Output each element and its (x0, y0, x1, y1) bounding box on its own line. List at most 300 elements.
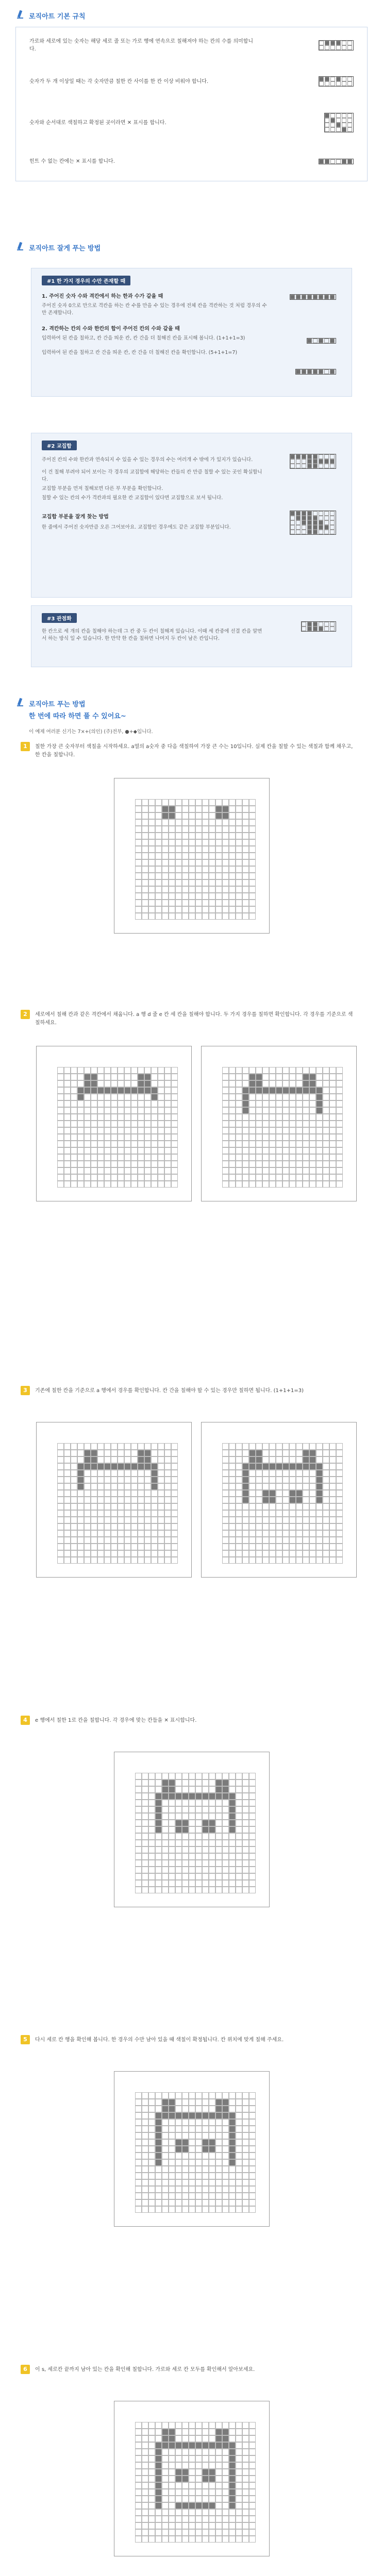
puzzle-cell (162, 1860, 169, 1867)
puzzle-cell (316, 1450, 323, 1456)
puzzle-cell (303, 1510, 309, 1517)
puzzle-cell (222, 2496, 229, 2502)
puzzle-cell (175, 2173, 182, 2179)
puzzle-cell (169, 2153, 175, 2159)
puzzle-cell (124, 1127, 131, 1134)
puzzle-cell (249, 1107, 256, 1114)
puzzle-cell (155, 2482, 162, 2489)
puzzle-cell (77, 1141, 84, 1147)
puzzle-cell (236, 2422, 242, 2429)
puzzle-cell (77, 1154, 84, 1161)
puzzle-cell (236, 1873, 242, 1880)
puzzle-cell (148, 833, 155, 839)
puzzle-cell (282, 1174, 289, 1181)
puzzle-cell (64, 1510, 71, 1517)
puzzle-cell (124, 1114, 131, 1121)
puzzle-cell (97, 1530, 104, 1537)
rule-example-grid (324, 113, 354, 132)
puzzle-cell (303, 1557, 309, 1564)
puzzle-cell (222, 1773, 229, 1780)
puzzle-cell (249, 2173, 256, 2179)
puzzle-cell (158, 1537, 164, 1544)
puzzle-cell (148, 1820, 155, 1826)
puzzle-cell (229, 859, 236, 866)
puzzle-cell (202, 1806, 209, 1813)
puzzle-cell (162, 819, 169, 826)
puzzle-cell (249, 2482, 256, 2489)
puzzle-cell (169, 2166, 175, 2173)
puzzle-cell (282, 1523, 289, 1530)
puzzle-cell (242, 1800, 249, 1806)
step-text: e 행에서 칠한 1로 칸을 칠합니다. 각 경우에 맞는 칸들을 ✕ 표시합니다. (35, 1718, 197, 1723)
tip2-box: #2 교집합 주어진 칸의 수와 한칸과 연속되지 수 있을 수 있는 경우의 수는 여러개 수 밖에 가 있지가 있습니다. 이 건 칠해 부려야 되어 보이는 각 경우의 교집합에 해당하는 칸들의 칸 만큼 칠할 수 있는 곳인 확실합니다. 교집합 부분을 먼저 칠해보면 다른 부 부분을 확인합니다. 칠할 수 있는 칸의 수가 격칸과의 필요한 칸 교집합이 있다면 교집합으로 보셔 됩니다. 교집합 부분을 잘게 찾는 방법 한 줄에서 주어진 숫자만큼 오른 그어보아요. 교집합인 경우에도 같은 교집합 부분입니다. (31, 433, 352, 598)
puzzle-cell (124, 1537, 131, 1544)
puzzle-cell (175, 2462, 182, 2469)
puzzle-cell (222, 2476, 229, 2482)
puzzle-cell (249, 2126, 256, 2132)
puzzle-cell (71, 1100, 77, 1107)
puzzle-cell (242, 1080, 249, 1087)
puzzle-cell (182, 2159, 189, 2166)
puzzle-cell (222, 1161, 229, 1167)
puzzle-cell (242, 1154, 249, 1161)
puzzle-cell (336, 1067, 343, 1074)
puzzle-cell (175, 893, 182, 900)
puzzle-cell (64, 1550, 71, 1557)
puzzle-cell (209, 1813, 215, 1820)
step-number-badge: 2 (21, 1010, 30, 1019)
puzzle-cell (215, 846, 222, 853)
puzzle-cell (175, 2159, 182, 2166)
puzzle-cell (229, 2516, 236, 2522)
puzzle-cell (64, 1161, 71, 1167)
puzzle-cell (242, 1121, 249, 1127)
puzzle-cell (249, 1853, 256, 1860)
puzzle-cell (84, 1550, 91, 1557)
puzzle-cell (296, 1530, 303, 1537)
puzzle-cell (148, 826, 155, 833)
puzzle-cell (111, 1100, 118, 1107)
puzzle-cell (71, 1134, 77, 1141)
puzzle-cell (309, 1530, 316, 1537)
puzzle-cell (249, 859, 256, 866)
puzzle-cell (249, 2502, 256, 2509)
puzzle-cell (135, 2516, 142, 2522)
puzzle-cell (124, 1550, 131, 1557)
puzzle-cell (104, 1074, 111, 1080)
puzzle-cell (151, 1463, 158, 1470)
puzzle-cell (189, 839, 195, 846)
puzzle-cell (144, 1154, 151, 1161)
puzzle-cell (169, 2132, 175, 2139)
puzzle-cell (329, 1443, 336, 1450)
puzzle-cell (71, 1094, 77, 1100)
puzzle-cell (155, 1793, 162, 1800)
puzzle-cell (249, 1530, 256, 1537)
puzzle-cell (155, 2529, 162, 2536)
puzzle-cell (229, 1537, 236, 1544)
puzzle-cell (249, 853, 256, 859)
puzzle-cell (323, 1517, 329, 1523)
puzzle-cell (242, 900, 249, 906)
puzzle-cell (164, 1167, 171, 1174)
puzzle-cell (202, 886, 209, 893)
puzzle-cell (151, 1087, 158, 1094)
puzzle-cell (229, 1833, 236, 1840)
puzzle-cell (182, 906, 189, 913)
puzzle-cell (229, 1067, 236, 1074)
puzzle-cell (202, 1840, 209, 1846)
puzzle-cell (148, 2462, 155, 2469)
puzzle-cell (249, 799, 256, 806)
puzzle-cell (222, 846, 229, 853)
puzzle-cell (309, 1181, 316, 1188)
puzzle-cell (155, 1867, 162, 1873)
puzzle-cell (162, 2159, 169, 2166)
puzzle-cell (195, 2199, 202, 2206)
puzzle-cell (144, 1134, 151, 1141)
puzzle-cell (131, 1550, 138, 1557)
puzzle-cell (162, 833, 169, 839)
puzzle-cell (276, 1147, 282, 1154)
puzzle-cell (144, 1114, 151, 1121)
puzzle-cell (155, 2146, 162, 2153)
puzzle-cell (189, 1846, 195, 1853)
puzzle-cell (323, 1477, 329, 1483)
puzzle-cell (249, 1094, 256, 1100)
puzzle-cell (316, 1510, 323, 1517)
puzzle-cell (236, 906, 242, 913)
puzzle-cell (131, 1510, 138, 1517)
puzzle-cell (162, 846, 169, 853)
puzzle-cell (336, 1154, 343, 1161)
puzzle-cell (236, 1497, 242, 1503)
puzzle-cell (64, 1127, 71, 1134)
puzzle-cell (148, 1853, 155, 1860)
puzzle-cell (262, 1456, 269, 1463)
step-number-badge: 3 (21, 1386, 30, 1395)
puzzle-cell (131, 1074, 138, 1080)
puzzle-cell (236, 1141, 242, 1147)
puzzle-cell (242, 1820, 249, 1826)
rules-title: 로직아트 기본 규칙 (29, 12, 86, 21)
puzzle-cell (229, 2522, 236, 2529)
puzzle-cell (182, 2482, 189, 2489)
puzzle-cell (162, 2476, 169, 2482)
puzzle-cell (162, 1773, 169, 1780)
puzzle-cell (104, 1067, 111, 1074)
puzzle-cell (236, 1100, 242, 1107)
puzzle-cell (135, 1826, 142, 1833)
puzzle-cell (142, 1806, 148, 1813)
puzzle-cell (182, 886, 189, 893)
puzzle-cell (182, 2529, 189, 2536)
puzzle-cell (175, 2429, 182, 2435)
puzzle-cell (303, 1087, 309, 1094)
puzzle-cell (175, 2476, 182, 2482)
puzzle-cell (329, 1450, 336, 1456)
puzzle-cell (222, 1456, 229, 1463)
puzzle-cell (195, 2422, 202, 2429)
puzzle-cell (309, 1100, 316, 1107)
puzzle-cell (148, 2179, 155, 2186)
puzzle-cell (148, 799, 155, 806)
puzzle-cell (118, 1530, 124, 1537)
puzzle-cell (202, 1813, 209, 1820)
puzzle-cell (276, 1141, 282, 1147)
puzzle-cell (118, 1443, 124, 1450)
puzzle-cell (142, 2173, 148, 2179)
puzzle-cell (262, 1161, 269, 1167)
puzzle-cell (276, 1497, 282, 1503)
puzzle-cell (242, 2139, 249, 2146)
puzzle-cell (124, 1557, 131, 1564)
puzzle-cell (329, 1517, 336, 1523)
puzzle-cell (182, 2106, 189, 2112)
puzzle-cell (242, 2146, 249, 2153)
tip1-example-grid (295, 369, 336, 375)
puzzle-cell (222, 1826, 229, 1833)
puzzle-cell (182, 2193, 189, 2199)
puzzle-cell (236, 1477, 242, 1483)
puzzle-cell (202, 893, 209, 900)
puzzle-cell (155, 1853, 162, 1860)
puzzle-cell (323, 1537, 329, 1544)
puzzle-cell (84, 1510, 91, 1517)
puzzle-cell (155, 2193, 162, 2199)
puzzle-cell (71, 1087, 77, 1094)
puzzle-cell (256, 1510, 262, 1517)
puzzle-cell (229, 1557, 236, 1564)
puzzle-cell (316, 1537, 323, 1544)
puzzle-cell (175, 859, 182, 866)
puzzle-cell (189, 873, 195, 879)
puzzle-cell (189, 2449, 195, 2455)
puzzle-cell (182, 2146, 189, 2153)
puzzle-cell (189, 2106, 195, 2112)
puzzle-cell (329, 1477, 336, 1483)
puzzle-cell (135, 2193, 142, 2199)
puzzle-cell (171, 1490, 178, 1497)
puzzle-cell (222, 2186, 229, 2193)
puzzle-cell (148, 2099, 155, 2106)
puzzle-cell (195, 812, 202, 819)
puzzle-cell (182, 2173, 189, 2179)
puzzle-cell (135, 2469, 142, 2476)
puzzle-cell (215, 1800, 222, 1806)
puzzle-cell (229, 2146, 236, 2153)
puzzle-cell (182, 2179, 189, 2186)
puzzle-cell (289, 1456, 296, 1463)
puzzle-cell (195, 2449, 202, 2455)
puzzle-cell (91, 1141, 97, 1147)
puzzle-cell (131, 1456, 138, 1463)
puzzle-cell (215, 2206, 222, 2213)
puzzle-cell (169, 1773, 175, 1780)
puzzle-cell (229, 1497, 236, 1503)
puzzle-cell (164, 1107, 171, 1114)
puzzle-cell (91, 1181, 97, 1188)
puzzle-cell (242, 826, 249, 833)
puzzle-cell (229, 2455, 236, 2462)
puzzle-cell (162, 1826, 169, 1833)
puzzle-cell (316, 1443, 323, 1450)
puzzle-cell (236, 1181, 242, 1188)
puzzle-cell (135, 879, 142, 886)
puzzle-cell (84, 1174, 91, 1181)
puzzle-cell (282, 1443, 289, 1450)
puzzle-cell (171, 1537, 178, 1544)
puzzle-cell (215, 2179, 222, 2186)
puzzle-cell (97, 1456, 104, 1463)
puzzle-cell (236, 2449, 242, 2455)
puzzle-cell (148, 859, 155, 866)
puzzle-cell (222, 879, 229, 886)
puzzle-cell (296, 1523, 303, 1530)
puzzle-cell (303, 1174, 309, 1181)
puzzle-cell (276, 1167, 282, 1174)
puzzle-cell (229, 2132, 236, 2139)
puzzle-cell (189, 2435, 195, 2442)
puzzle-cell (209, 826, 215, 833)
puzzle-cell (262, 1134, 269, 1141)
puzzle-cell (229, 1503, 236, 1510)
puzzle-cell (296, 1510, 303, 1517)
puzzle-cell (236, 913, 242, 920)
puzzle-cell (189, 853, 195, 859)
puzzle-cell (135, 1833, 142, 1840)
puzzle-cell (222, 806, 229, 812)
puzzle-cell (209, 2455, 215, 2462)
puzzle-cell (111, 1087, 118, 1094)
puzzle-cell (229, 2166, 236, 2173)
puzzle-cell (222, 1463, 229, 1470)
puzzle-cell (131, 1087, 138, 1094)
puzzle-cell (222, 1833, 229, 1840)
puzzle-cell (222, 2206, 229, 2213)
puzzle-cell (84, 1100, 91, 1107)
puzzle-cell (148, 2455, 155, 2462)
puzzle-cell (269, 1107, 276, 1114)
puzzle-cell (135, 886, 142, 893)
tip1-example-grid (307, 338, 336, 344)
puzzle-cell (158, 1107, 164, 1114)
puzzle-cell (229, 2199, 236, 2206)
puzzle-cell (249, 2132, 256, 2139)
puzzle-cell (169, 2139, 175, 2146)
puzzle-cell (229, 2106, 236, 2112)
puzzle-cell (256, 1557, 262, 1564)
puzzle-cell (135, 2186, 142, 2193)
puzzle-cell (336, 1477, 343, 1483)
puzzle-cell (195, 1887, 202, 1893)
puzzle-cell (303, 1067, 309, 1074)
puzzle-cell (135, 2476, 142, 2482)
puzzle-cell (169, 2186, 175, 2193)
puzzle-cell (84, 1523, 91, 1530)
puzzle-cell (229, 1530, 236, 1537)
puzzle-cell (236, 1813, 242, 1820)
puzzle-cell (209, 833, 215, 839)
puzzle-cell (169, 2482, 175, 2489)
puzzle-cell (164, 1443, 171, 1450)
puzzle-cell (111, 1080, 118, 1087)
puzzle-cell (303, 1483, 309, 1490)
puzzle-cell (144, 1161, 151, 1167)
puzzle-cell (142, 1780, 148, 1786)
puzzle-cell (111, 1497, 118, 1503)
puzzle-cell (276, 1463, 282, 1470)
puzzle-cell (162, 2455, 169, 2462)
puzzle-cell (144, 1141, 151, 1147)
puzzle-cell (97, 1450, 104, 1456)
puzzle-cell (202, 2099, 209, 2106)
puzzle-cell (118, 1067, 124, 1074)
puzzle-cell (229, 2509, 236, 2516)
puzzle-cell (169, 1786, 175, 1793)
puzzle-cell (323, 1483, 329, 1490)
puzzle-cell (91, 1450, 97, 1456)
puzzle-cell (236, 879, 242, 886)
puzzle-cell (329, 1067, 336, 1074)
puzzle-cell (236, 2462, 242, 2469)
puzzle-cell (303, 1121, 309, 1127)
puzzle-cell (175, 1873, 182, 1880)
puzzle-cell (155, 859, 162, 866)
puzzle-cell (142, 2489, 148, 2496)
puzzle-cell (164, 1463, 171, 1470)
puzzle-cell (229, 1456, 236, 1463)
puzzle-cell (329, 1503, 336, 1510)
puzzle-cell (111, 1094, 118, 1100)
tip1-example-grid (290, 294, 336, 300)
puzzle-cell (249, 1167, 256, 1174)
puzzle-cell (189, 2173, 195, 2179)
puzzle-cell (71, 1510, 77, 1517)
puzzle-cell (215, 2153, 222, 2159)
puzzle-cell (138, 1067, 144, 1074)
puzzle-cell (249, 1483, 256, 1490)
puzzle-cell (256, 1154, 262, 1161)
puzzle-cell (303, 1080, 309, 1087)
puzzle-cell (124, 1161, 131, 1167)
puzzle-cell (236, 1793, 242, 1800)
puzzle-cell (169, 1867, 175, 1873)
puzzle-cell (135, 2166, 142, 2173)
puzzle-cell (175, 2206, 182, 2213)
puzzle-cell (175, 2522, 182, 2529)
puzzle-cell (202, 1873, 209, 1880)
puzzle-cell (182, 1887, 189, 1893)
puzzle-cell (175, 2449, 182, 2455)
puzzle-cell (111, 1114, 118, 1121)
puzzle-cell (155, 1800, 162, 1806)
puzzle-cell (242, 1127, 249, 1134)
puzzle-cell (138, 1537, 144, 1544)
puzzle-cell (104, 1456, 111, 1463)
puzzle-cell (303, 1503, 309, 1510)
puzzle-cell (171, 1181, 178, 1188)
puzzle-cell (242, 1074, 249, 1080)
puzzle-cell (215, 2099, 222, 2106)
puzzle-cell (138, 1114, 144, 1121)
puzzle-cell (144, 1127, 151, 1134)
puzzle-cell (162, 859, 169, 866)
puzzle-cell (71, 1470, 77, 1477)
puzzle-cell (289, 1517, 296, 1523)
puzzle-cell (64, 1121, 71, 1127)
puzzle-cell (262, 1174, 269, 1181)
